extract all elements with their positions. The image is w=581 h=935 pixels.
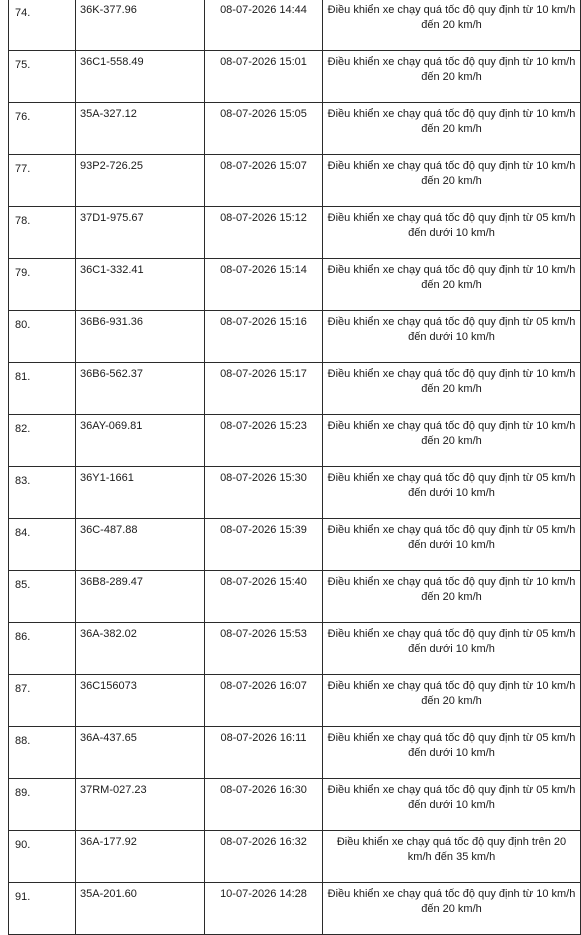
violation-description-cell [323,571,581,623]
violation-time-cell [205,311,323,363]
license-plate: 36A-437.65 [80,732,137,744]
violation-description: Điều khiển xe chạy quá tốc độ quy định từ 05 km/h đến dưới 10 km/h [327,212,576,239]
violation-description: Điều khiển xe chạy quá tốc độ quy định từ 10 km/h đến 20 km/h [327,160,576,187]
violation-description: Điều khiển xe chạy quá tốc độ quy định từ 10 km/h đến 20 km/h [327,56,576,83]
violation-time-cell [205,363,323,415]
row-number-cell [9,571,76,623]
violation-time-cell [205,675,323,727]
row-number-cell [9,415,76,467]
violation-time-cell [205,623,323,675]
row-number: 81. [15,371,31,383]
row-number-cell [9,831,76,883]
license-plate: 36A-177.92 [80,836,137,848]
violation-description: Điều khiển xe chạy quá tốc độ quy định từ 10 km/h đến 20 km/h [327,4,576,31]
violation-description: Điều khiển xe chạy quá tốc độ quy định từ 05 km/h đến dưới 10 km/h [327,472,576,499]
violation-description: Điều khiển xe chạy quá tốc độ quy định từ 05 km/h đến dưới 10 km/h [327,732,576,759]
violation-description: Điều khiển xe chạy quá tốc độ quy định từ 05 km/h đến dưới 10 km/h [327,628,576,655]
row-number-cell [9,103,76,155]
violation-description: Điều khiển xe chạy quá tốc độ quy định từ 05 km/h đến dưới 10 km/h [327,316,576,343]
violation-time-cell [205,883,323,935]
row-number-cell [9,467,76,519]
violation-time: 08-07-2026 15:23 [220,420,307,432]
violation-description-cell [323,415,581,467]
row-number: 88. [15,735,31,747]
row-number: 74. [15,7,31,19]
violation-description-cell [323,467,581,519]
violation-time-cell [205,0,323,51]
violation-time-cell [205,259,323,311]
table-row [9,0,581,51]
violation-description-cell [323,831,581,883]
row-number: 83. [15,475,31,487]
license-plate: 37RM-027.23 [80,784,147,796]
license-plate: 93P2-726.25 [80,160,143,172]
row-number-cell [9,883,76,935]
violation-time: 08-07-2026 15:16 [220,316,307,328]
table-row [9,207,581,259]
violation-time-cell [205,415,323,467]
license-plate: 36C1-558.49 [80,56,144,68]
row-number: 80. [15,319,31,331]
violation-time-cell [205,831,323,883]
row-number: 75. [15,59,31,71]
license-plate: 35A-201.60 [80,888,137,900]
license-plate-cell [76,571,205,623]
table-row [9,883,581,935]
violation-description-cell [323,155,581,207]
violation-description-cell [323,0,581,51]
violation-description-cell [323,519,581,571]
table-row [9,363,581,415]
license-plate-cell [76,311,205,363]
license-plate-cell [76,727,205,779]
violations-table-body [9,0,581,935]
row-number-cell [9,51,76,103]
license-plate: 36C1-332.41 [80,264,144,276]
table-row [9,727,581,779]
violation-time: 08-07-2026 15:14 [220,264,307,276]
license-plate: 36AY-069.81 [80,420,143,432]
row-number: 90. [15,839,31,851]
violation-description-cell [323,51,581,103]
license-plate: 36B8-289.47 [80,576,143,588]
table-row [9,103,581,155]
license-plate: 36Y1-1661 [80,472,134,484]
table-row [9,571,581,623]
row-number-cell [9,207,76,259]
license-plate-cell [76,259,205,311]
row-number: 77. [15,163,31,175]
row-number-cell [9,675,76,727]
license-plate-cell [76,155,205,207]
row-number: 87. [15,683,31,695]
violation-description-cell [323,675,581,727]
violation-time: 08-07-2026 16:30 [220,784,307,796]
table-row [9,311,581,363]
row-number-cell [9,363,76,415]
violation-time: 08-07-2026 15:39 [220,524,307,536]
violation-time-cell [205,155,323,207]
violation-time: 08-07-2026 16:07 [220,680,307,692]
row-number-cell [9,0,76,51]
violation-time: 08-07-2026 14:44 [220,4,307,16]
license-plate: 36C-487.88 [80,524,138,536]
violations-table [8,0,581,935]
violation-description: Điều khiển xe chạy quá tốc độ quy định từ 05 km/h đến dưới 10 km/h [327,524,576,551]
license-plate-cell [76,883,205,935]
violation-description: Điều khiển xe chạy quá tốc độ quy định từ 10 km/h đến 20 km/h [327,420,576,447]
violation-time-cell [205,207,323,259]
document-page [8,0,581,935]
row-number-cell [9,259,76,311]
violation-description: Điều khiển xe chạy quá tốc độ quy định từ 10 km/h đến 20 km/h [327,576,576,603]
violation-time-cell [205,519,323,571]
violation-description-cell [323,727,581,779]
table-row [9,415,581,467]
license-plate: 36K-377.96 [80,4,137,16]
violation-time-cell [205,51,323,103]
row-number: 86. [15,631,31,643]
row-number: 91. [15,891,31,903]
violation-time: 08-07-2026 15:05 [220,108,307,120]
license-plate-cell [76,51,205,103]
row-number-cell [9,779,76,831]
violation-description-cell [323,623,581,675]
row-number: 82. [15,423,31,435]
license-plate-cell [76,467,205,519]
license-plate-cell [76,0,205,51]
row-number-cell [9,519,76,571]
violation-time-cell [205,103,323,155]
row-number: 78. [15,215,31,227]
table-row [9,467,581,519]
row-number: 85. [15,579,31,591]
table-row [9,623,581,675]
row-number: 79. [15,267,31,279]
table-row [9,675,581,727]
table-row [9,259,581,311]
violation-time: 10-07-2026 14:28 [220,888,307,900]
license-plate-cell [76,363,205,415]
violation-time: 08-07-2026 16:32 [220,836,307,848]
table-row [9,831,581,883]
violation-description: Điều khiển xe chạy quá tốc độ quy định từ 05 km/h đến dưới 10 km/h [327,784,576,811]
violation-description-cell [323,103,581,155]
violation-time: 08-07-2026 15:53 [220,628,307,640]
row-number: 76. [15,111,31,123]
violation-time: 08-07-2026 15:12 [220,212,307,224]
license-plate: 35A-327.12 [80,108,137,120]
license-plate: 36C156073 [80,680,137,692]
violation-description: Điều khiển xe chạy quá tốc độ quy định từ 10 km/h đến 20 km/h [327,368,576,395]
violation-time: 08-07-2026 15:17 [220,368,307,380]
violation-description: Điều khiển xe chạy quá tốc độ quy định từ 10 km/h đến 20 km/h [327,680,576,707]
violation-time: 08-07-2026 16:11 [220,732,307,744]
violation-time-cell [205,779,323,831]
violation-time: 08-07-2026 15:30 [220,472,307,484]
row-number-cell [9,727,76,779]
violation-time: 08-07-2026 15:01 [220,56,307,68]
violation-time-cell [205,467,323,519]
row-number-cell [9,623,76,675]
violation-description-cell [323,883,581,935]
license-plate: 37D1-975.67 [80,212,144,224]
license-plate-cell [76,675,205,727]
violation-time-cell [205,727,323,779]
violation-description: Điều khiển xe chạy quá tốc độ quy định trên 20 km/h đến 35 km/h [336,836,567,863]
license-plate-cell [76,207,205,259]
license-plate: 36B6-931.36 [80,316,143,328]
violation-time-cell [205,571,323,623]
table-row [9,155,581,207]
license-plate-cell [76,779,205,831]
license-plate-cell [76,623,205,675]
violation-description-cell [323,311,581,363]
license-plate-cell [76,103,205,155]
violation-description: Điều khiển xe chạy quá tốc độ quy định từ 10 km/h đến 20 km/h [327,108,576,135]
violation-description: Điều khiển xe chạy quá tốc độ quy định từ 10 km/h đến 20 km/h [327,888,576,915]
license-plate-cell [76,831,205,883]
license-plate: 36B6-562.37 [80,368,143,380]
violation-time: 08-07-2026 15:40 [220,576,307,588]
license-plate-cell [76,415,205,467]
violation-description: Điều khiển xe chạy quá tốc độ quy định từ 10 km/h đến 20 km/h [327,264,576,291]
row-number-cell [9,155,76,207]
violation-description-cell [323,207,581,259]
table-row [9,779,581,831]
row-number-cell [9,311,76,363]
table-row [9,51,581,103]
row-number: 84. [15,527,31,539]
table-row [9,519,581,571]
license-plate: 36A-382.02 [80,628,137,640]
violation-description-cell [323,363,581,415]
violation-description-cell [323,259,581,311]
violation-description-cell [323,779,581,831]
license-plate-cell [76,519,205,571]
violation-time: 08-07-2026 15:07 [220,160,307,172]
row-number: 89. [15,787,31,799]
